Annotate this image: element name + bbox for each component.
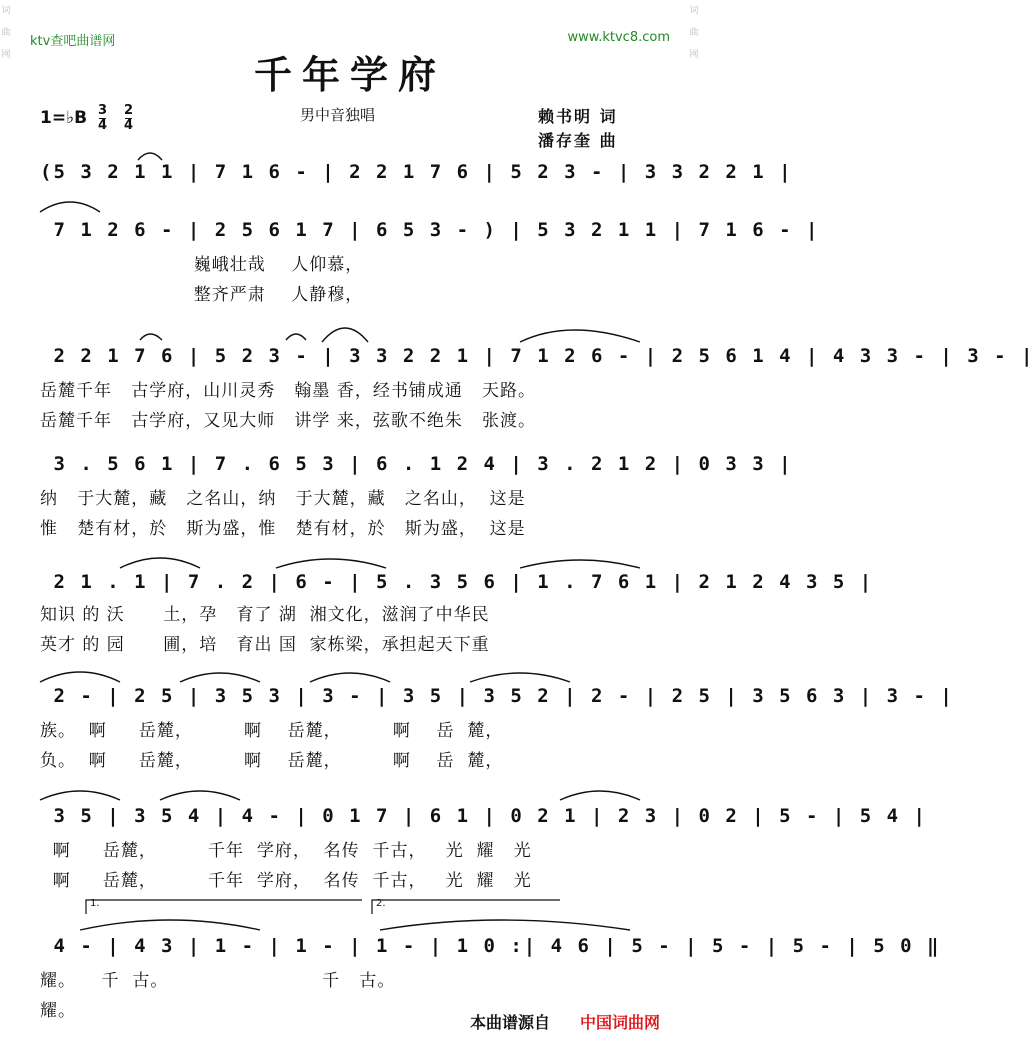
score-line-2: 7 1 2 6 - | 2 5 6 1 7 | 6 5 3 - ) | 5 3 2 1 1 | 7 1 6 - | — [40, 219, 820, 241]
score-line-1: (5 3 2 1 1 | 7 1 6 - | 2 2 1 7 6 | 5 2 3 - | 3 3 2 2 1 | — [40, 161, 793, 183]
volta-first: 1. — [90, 898, 100, 909]
lyric-line-7a: 啊 岳麓， 千年 学府， 名传 千古， 光 耀 光 — [40, 841, 532, 861]
lyric-line-3a: 岳麓千年 古学府，山川灵秀 翰墨 香，经书铺成通 天路。 — [40, 381, 537, 401]
lyric-line-4a: 纳 于大麓，藏 之名山，纳 于大麓，藏 之名山， 这是 — [40, 489, 526, 509]
score-line-3: 2 2 1 7 6 | 5 2 3 - | 3 3 2 2 1 | 7 1 2 6 - | 2 5 6 1 4 | 4 3 3 - | 3 - | — [40, 345, 1034, 367]
side-watermark-left: 词 曲 网 — [1, 6, 11, 60]
source-label: 本曲谱源自 — [470, 1013, 551, 1032]
time-signature-2: 2 4 — [124, 103, 134, 133]
lyric-line-8b: 耀。 — [40, 1001, 76, 1021]
lyric-line-5b: 英才 的 园 圃，培 育出 国 家栋梁，承担起天下重 — [40, 635, 490, 655]
side-watermark-right: 词 曲 网 — [689, 6, 699, 60]
source-link[interactable]: 中国词曲网 — [580, 1013, 661, 1032]
score-line-7: 3 5 | 3 5 4 | 4 - | 0 1 7 | 6 1 | 0 2 1 | 2 3 | 0 2 | 5 - | 5 4 | — [40, 805, 927, 827]
performance-note: 男中音独唱 — [300, 106, 376, 124]
lyric-line-4b: 惟 楚有材，於 斯为盛，惟 楚有材，於 斯为盛， 这是 — [40, 519, 526, 539]
watermark-left: ktv查吧曲谱网 — [30, 34, 116, 49]
key-signature: 1=♭B — [40, 108, 88, 128]
lyric-line-2b: 整齐严肃 人静穆， — [40, 285, 364, 305]
lyric-line-6b: 负。 啊 岳麓， 啊 岳麓， 啊 岳 麓， — [40, 751, 504, 771]
song-title: 千年学府 — [253, 52, 446, 97]
lyricist-credit: 赖书明 词 — [538, 107, 618, 126]
lyric-line-6a: 族。 啊 岳麓， 啊 岳麓， 啊 岳 麓， — [40, 721, 504, 741]
lyric-line-2a: 巍峨壮哉 人仰慕， — [40, 255, 364, 275]
score-line-8: 4 - | 4 3 | 1 - | 1 - | 1 - | 1 0 :| 4 6 | 5 - | 5 - | 5 - | 5 0 ‖ — [40, 935, 941, 957]
lyric-line-3b: 岳麓千年 古学府，又见大师 讲学 来，弦歌不绝朱 张渡。 — [40, 411, 537, 431]
lyric-line-8a: 耀。 千 古。 千 古。 — [40, 971, 396, 991]
score-line-6: 2 - | 2 5 | 3 5 3 | 3 - | 3 5 | 3 5 2 | 2 - | 2 5 | 3 5 6 3 | 3 - | — [40, 685, 954, 707]
score-line-4: 3 . 5 6 1 | 7 . 6 5 3 | 6 . 1 2 4 | 3 . 2 1 2 | 0 3 3 | — [40, 453, 793, 475]
lyric-line-5a: 知识 的 沃 土，孕 育了 湖 湘文化，滋润了中华民 — [40, 605, 490, 625]
watermark-right: www.ktvc8.com — [567, 30, 670, 45]
composer-credit: 潘存奎 曲 — [538, 131, 618, 150]
time-signature-1: 3 4 — [98, 103, 108, 133]
lyric-line-7b: 啊 岳麓， 千年 学府， 名传 千古， 光 耀 光 — [40, 871, 532, 891]
score-line-5: 2 1 . 1 | 7 . 2 | 6 - | 5 . 3 5 6 | 1 . 7 6 1 | 2 1 2 4 3 5 | — [40, 571, 874, 593]
volta-second: 2. — [376, 898, 386, 909]
